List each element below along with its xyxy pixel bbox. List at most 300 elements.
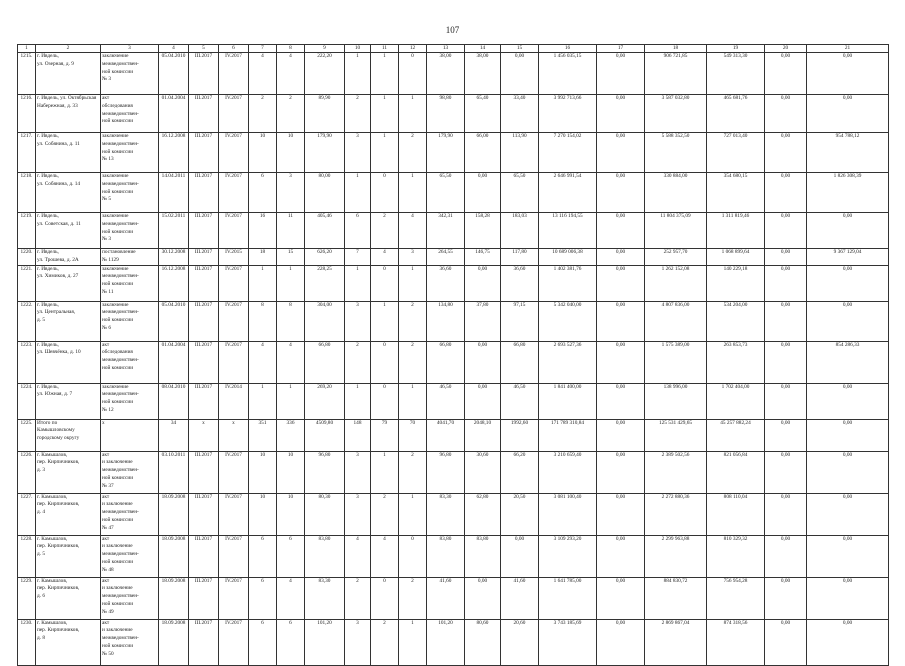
table-cell: 2048,10: [465, 419, 501, 451]
table-cell: 0,00: [807, 535, 889, 577]
table-cell: 4: [277, 53, 305, 95]
table-cell: 1226.: [18, 451, 36, 493]
table-cell: 874 318,56: [707, 619, 765, 665]
table-cell: 0: [371, 173, 399, 213]
table-cell: 1 841 400,00: [539, 383, 597, 419]
table-cell: IV.2017: [219, 493, 249, 535]
table-cell: 2: [371, 619, 399, 665]
table-cell: 7 270 154,02: [539, 133, 597, 173]
table-cell: 70: [399, 419, 427, 451]
table-cell: 351: [249, 419, 277, 451]
table-cell: 0,00: [597, 301, 645, 341]
table-cell: 0,00: [765, 341, 807, 383]
table-cell: III.2017: [189, 383, 219, 419]
column-number: 17: [597, 45, 645, 53]
table-cell: 6: [277, 619, 305, 665]
table-cell: 336: [277, 419, 305, 451]
column-number: 7: [249, 45, 277, 53]
column-number: 12: [399, 45, 427, 53]
table-cell: 0,00: [765, 419, 807, 451]
table-cell: 4: [277, 577, 305, 619]
table-cell: 1: [249, 265, 277, 301]
table-cell: г. Ивдель, ул. Трошева, д. 2А: [36, 249, 101, 266]
table-cell: 45 257 882,24: [707, 419, 765, 451]
table-cell: 66,00: [465, 133, 501, 173]
table-cell: 854 286,33: [807, 341, 889, 383]
table-cell: 1219.: [18, 213, 36, 249]
table-cell: 3 587 032,80: [645, 95, 707, 133]
table-cell: 3: [277, 173, 305, 213]
table-cell: 0,00: [765, 383, 807, 419]
table-cell: 41,60: [501, 577, 539, 619]
table-cell: IV.2017: [219, 341, 249, 383]
table-cell: 11 804 375,09: [645, 213, 707, 249]
table-cell: 884 830,72: [645, 577, 707, 619]
table-cell: 1218.: [18, 173, 36, 213]
table-cell: 2 272 880,36: [645, 493, 707, 535]
table-cell: 46,50: [501, 383, 539, 419]
table-cell: 2 299 963,88: [645, 535, 707, 577]
table-cell: 16.12.2008: [159, 133, 189, 173]
table-cell: 0,00: [765, 249, 807, 266]
table-cell: 1: [345, 173, 371, 213]
table-cell: IV.2017: [219, 95, 249, 133]
table-cell: 0,00: [501, 535, 539, 577]
column-number: 13: [427, 45, 465, 53]
column-number: 21: [807, 45, 889, 53]
table-cell: 1: [277, 265, 305, 301]
table-cell: 1221.: [18, 265, 36, 301]
table-cell: 125 531 429,65: [645, 419, 707, 451]
column-number: 9: [305, 45, 345, 53]
table-cell: 0,00: [465, 265, 501, 301]
column-number-row: [18, 45, 889, 53]
table-cell: 3: [345, 451, 371, 493]
table-cell: 0,00: [765, 451, 807, 493]
table-cell: 1: [371, 301, 399, 341]
table-cell: 0,00: [765, 173, 807, 213]
table-cell: 66,80: [305, 341, 345, 383]
table-cell: 6: [249, 535, 277, 577]
table-cell: 01.04.2004: [159, 341, 189, 383]
table-cell: 1229.: [18, 577, 36, 619]
table-cell: 0,00: [597, 493, 645, 535]
table-cell: 0,00: [807, 577, 889, 619]
table-cell: 3: [345, 619, 371, 665]
table-cell: 1: [345, 265, 371, 301]
table-cell: 80,30: [305, 493, 345, 535]
column-number: 19: [707, 45, 765, 53]
table-cell: 83,80: [465, 535, 501, 577]
table-cell: 80,60: [465, 619, 501, 665]
table-cell: 6: [277, 535, 305, 577]
table-cell: 0,00: [597, 95, 645, 133]
table-cell: III.2017: [189, 451, 219, 493]
table-cell: 0,00: [597, 451, 645, 493]
table-cell: г. Камышлов, пер. Кирпичников, д. 3: [36, 451, 101, 493]
table-cell: 0,00: [465, 173, 501, 213]
table-cell: 1: [399, 619, 427, 665]
table-cell: 0,00: [597, 133, 645, 173]
table-cell: 1 456 035,15: [539, 53, 597, 95]
table-cell: 18.09.2008: [159, 577, 189, 619]
column-number: 5: [189, 45, 219, 53]
table-cell: 2 869 867,04: [645, 619, 707, 665]
table-cell: 1227.: [18, 493, 36, 535]
table-cell: 171 789 310,84: [539, 419, 597, 451]
table-cell: 2: [345, 341, 371, 383]
table-row: [18, 451, 889, 493]
table-cell: 98,80: [427, 95, 465, 133]
table-cell: 0,00: [807, 265, 889, 301]
table-cell: 83,30: [427, 493, 465, 535]
table-cell: 15: [277, 249, 305, 266]
table-cell: акт и заключение межведомствен- ной комиссии № 47: [101, 493, 159, 535]
table-cell: 0,00: [807, 619, 889, 665]
table-cell: 1 575 389,00: [645, 341, 707, 383]
table-cell: 0,00: [765, 265, 807, 301]
table-cell: 0,00: [807, 493, 889, 535]
table-cell: 808 110,04: [707, 493, 765, 535]
table-cell: 117,80: [501, 249, 539, 266]
table-cell: 18.09.2008: [159, 493, 189, 535]
table-cell: 01.04.2004: [159, 95, 189, 133]
table-cell: 0,00: [765, 95, 807, 133]
table-row: [18, 619, 889, 665]
table-cell: 2: [399, 301, 427, 341]
table-cell: 304,00: [305, 301, 345, 341]
table-cell: x: [219, 419, 249, 451]
table-cell: 0,00: [765, 577, 807, 619]
table-cell: 0,00: [465, 383, 501, 419]
column-number: 3: [101, 45, 159, 53]
table-cell: 18.09.2008: [159, 535, 189, 577]
table-cell: 1228.: [18, 535, 36, 577]
table-cell: III.2017: [189, 213, 219, 249]
table-cell: г. Камышлов, пер. Кирпичников, д. 6: [36, 577, 101, 619]
table-cell: 2: [249, 95, 277, 133]
table-cell: заключение межведомствен- ной комиссии № 6: [101, 301, 159, 341]
table-cell: г. Ивдель, ул. Шевчёнка, д. 10: [36, 341, 101, 383]
table-row: [18, 95, 889, 133]
table-cell: 354 680,15: [707, 173, 765, 213]
table-cell: IV.2014: [219, 383, 249, 419]
table-cell: 18.09.2008: [159, 619, 189, 665]
table-cell: 65,50: [501, 173, 539, 213]
table-cell: 2: [399, 133, 427, 173]
table-cell: IV.2015: [219, 249, 249, 266]
table-cell: 0,00: [807, 301, 889, 341]
table-row: [18, 53, 889, 95]
table-cell: 6: [249, 619, 277, 665]
table-cell: 626,20: [305, 249, 345, 266]
table-cell: 2: [399, 341, 427, 383]
table-cell: 66,80: [427, 341, 465, 383]
table-cell: 138 996,00: [645, 383, 707, 419]
table-cell: 4041,70: [427, 419, 465, 451]
table-cell: 4: [345, 535, 371, 577]
table-cell: 4: [399, 213, 427, 249]
table-cell: 18: [249, 249, 277, 266]
table-cell: 1 311 819,46: [707, 213, 765, 249]
table-cell: 10: [277, 493, 305, 535]
table-cell: 2 646 991,54: [539, 173, 597, 213]
table-cell: 4: [277, 341, 305, 383]
table-cell: 1: [371, 133, 399, 173]
table-cell: заключение межведомствен- ной комиссии № 11: [101, 265, 159, 301]
table-cell: 0: [399, 535, 427, 577]
table-row: [18, 341, 889, 383]
table-cell: 1: [345, 383, 371, 419]
table-cell: 79: [371, 419, 399, 451]
table-cell: x: [189, 419, 219, 451]
table-cell: 38,00: [427, 53, 465, 95]
table-cell: 05.04.2010: [159, 301, 189, 341]
table-cell: 1 702 404,00: [707, 383, 765, 419]
table-cell: 4: [249, 53, 277, 95]
table-cell: постановление № 1129: [101, 249, 159, 266]
column-number: 18: [645, 45, 707, 53]
table-cell: 1215.: [18, 53, 36, 95]
table-cell: 101,20: [427, 619, 465, 665]
table-cell: заключение межведомствен- ной комиссии № 13: [101, 133, 159, 173]
table-cell: 810 329,32: [707, 535, 765, 577]
column-number: 2: [36, 45, 101, 53]
table-cell: 549 313,30: [707, 53, 765, 95]
table-cell: 3 081 100,40: [539, 493, 597, 535]
table-cell: 11: [277, 213, 305, 249]
table-cell: 0,00: [597, 383, 645, 419]
table-cell: 0,00: [807, 451, 889, 493]
table-cell: заключение межведомствен- ной комиссии № 5: [101, 173, 159, 213]
table-cell: IV.2017: [219, 451, 249, 493]
table-cell: 101,20: [305, 619, 345, 665]
table-row: [18, 213, 889, 249]
table-cell: III.2017: [189, 577, 219, 619]
table-cell: 0,00: [597, 577, 645, 619]
table-cell: 66,80: [501, 341, 539, 383]
table-cell: 0: [371, 383, 399, 419]
table-cell: 30.12.2008: [159, 249, 189, 266]
table-cell: 534 204,00: [707, 301, 765, 341]
table-cell: 1216.: [18, 95, 36, 133]
table-cell: 10 689 006,38: [539, 249, 597, 266]
table-cell: 3 743 185,69: [539, 619, 597, 665]
table-cell: III.2017: [189, 493, 219, 535]
table-cell: 727 013,40: [707, 133, 765, 173]
table-cell: IV.2017: [219, 173, 249, 213]
table-cell: 0,00: [597, 341, 645, 383]
table-cell: 1 402 381,76: [539, 265, 597, 301]
table-cell: акт и заключение межведомствен- ной комиссии № 48: [101, 535, 159, 577]
table-row: [18, 419, 889, 451]
table-row: [18, 535, 889, 577]
table-row: [18, 133, 889, 173]
table-cell: 80,00: [305, 173, 345, 213]
table-cell: 0,00: [597, 213, 645, 249]
table-cell: г. Ивдель, ул. Октябрьская Набережная, д. 33: [36, 95, 101, 133]
table-cell: 146,75: [465, 249, 501, 266]
table-row: [18, 577, 889, 619]
table-cell: 38,00: [465, 53, 501, 95]
table-cell: 15.02.2011: [159, 213, 189, 249]
table-cell: 89,90: [305, 95, 345, 133]
table-cell: 0,00: [465, 341, 501, 383]
table-cell: 1230.: [18, 619, 36, 665]
table-cell: 4 807 836,00: [645, 301, 707, 341]
table-cell: 1 068 899,64: [707, 249, 765, 266]
table-cell: 0: [371, 341, 399, 383]
table-cell: 0,00: [765, 133, 807, 173]
table-cell: 83,80: [305, 535, 345, 577]
table-cell: 0,00: [765, 301, 807, 341]
table-cell: 1: [371, 95, 399, 133]
table-cell: г. Камышлов, пер. Кирпичников, д. 5: [36, 535, 101, 577]
table-cell: 1: [399, 95, 427, 133]
table-cell: 1: [399, 493, 427, 535]
table-cell: 10: [277, 451, 305, 493]
table-cell: 3: [345, 133, 371, 173]
table-cell: 0,00: [807, 95, 889, 133]
table-cell: 20,50: [501, 493, 539, 535]
table-cell: Итого по Камышловскому городскому округу: [36, 419, 101, 451]
table-cell: 0,00: [765, 213, 807, 249]
column-number: 6: [219, 45, 249, 53]
table-cell: 0,00: [765, 493, 807, 535]
table-cell: 0: [399, 53, 427, 95]
table-cell: 0: [371, 577, 399, 619]
table-cell: 65,50: [427, 173, 465, 213]
table-cell: 97,15: [501, 301, 539, 341]
table-cell: III.2017: [189, 619, 219, 665]
column-number: 10: [345, 45, 371, 53]
table-cell: 0,00: [765, 619, 807, 665]
table-cell: 2: [345, 577, 371, 619]
table-cell: 3 109 293,20: [539, 535, 597, 577]
table-cell: 0,00: [765, 535, 807, 577]
column-number: 4: [159, 45, 189, 53]
housing-register-table: [17, 44, 889, 666]
table-cell: 4: [371, 535, 399, 577]
table-cell: 1: [399, 173, 427, 213]
table-cell: г. Ивдель, ул. Собянина, д. 11: [36, 133, 101, 173]
table-cell: 2: [277, 95, 305, 133]
table-row: [18, 301, 889, 341]
table-cell: 10: [249, 493, 277, 535]
table-cell: 342,31: [427, 213, 465, 249]
table-cell: 33,40: [501, 95, 539, 133]
table-cell: 3 210 659,40: [539, 451, 597, 493]
table-cell: 0,00: [807, 419, 889, 451]
table-cell: 3: [345, 493, 371, 535]
table-cell: 1222.: [18, 301, 36, 341]
table-cell: 0,00: [765, 53, 807, 95]
table-cell: акт обследования межведомствен- ной комиссии: [101, 341, 159, 383]
table-cell: 756 954,28: [707, 577, 765, 619]
table-cell: III.2017: [189, 133, 219, 173]
table-cell: III.2017: [189, 249, 219, 266]
table-cell: IV.2017: [219, 53, 249, 95]
table-cell: 0,00: [597, 173, 645, 213]
table-cell: г. Камышлов, пер. Кирпичников, д. 8: [36, 619, 101, 665]
table-body: [18, 45, 889, 666]
table-cell: 158,28: [465, 213, 501, 249]
table-cell: 1: [399, 265, 427, 301]
table-cell: 2 389 502,56: [645, 451, 707, 493]
table-cell: 10: [277, 133, 305, 173]
table-cell: IV.2017: [219, 213, 249, 249]
column-number: 20: [765, 45, 807, 53]
table-cell: 2: [371, 213, 399, 249]
table-cell: 0,00: [597, 535, 645, 577]
table-cell: акт и заключение межведомствен- ной комиссии № 37: [101, 451, 159, 493]
table-cell: г. Ивдель, ул. Химиков, д. 27: [36, 265, 101, 301]
table-cell: 179,90: [427, 133, 465, 173]
table-cell: заключение межведомствен- ной комиссии № 12: [101, 383, 159, 419]
table-cell: 1 641 785,00: [539, 577, 597, 619]
table-cell: 41,60: [427, 577, 465, 619]
table-cell: акт обследования межведомствен- ной комиссии: [101, 95, 159, 133]
table-cell: 6: [345, 213, 371, 249]
table-cell: 10: [249, 451, 277, 493]
table-cell: 222,20: [305, 53, 345, 95]
table-cell: III.2017: [189, 95, 219, 133]
column-number: 15: [501, 45, 539, 53]
table-cell: заключение межведомствен- ной комиссии № 3: [101, 213, 159, 249]
table-cell: 4: [249, 341, 277, 383]
table-cell: г. Ивдель, ул. Южная, д. 7: [36, 383, 101, 419]
table-cell: 1992,60: [501, 419, 539, 451]
table-cell: 183,03: [501, 213, 539, 249]
table-cell: 263 853,73: [707, 341, 765, 383]
table-cell: 0: [371, 265, 399, 301]
table-cell: 140 229,18: [707, 265, 765, 301]
table-cell: 4509,80: [305, 419, 345, 451]
table-cell: 134,80: [427, 301, 465, 341]
table-cell: 16: [249, 213, 277, 249]
table-cell: III.2017: [189, 301, 219, 341]
table-cell: 03.10.2011: [159, 451, 189, 493]
table-cell: 1: [345, 53, 371, 95]
table-cell: 1 262 152,08: [645, 265, 707, 301]
table-cell: 954 788,12: [807, 133, 889, 173]
page-number: 107: [445, 25, 460, 35]
table-cell: 5 588 352,50: [645, 133, 707, 173]
table-row: [18, 265, 889, 301]
table-cell: 0,00: [807, 383, 889, 419]
table-cell: 1: [399, 383, 427, 419]
table-cell: 6: [249, 173, 277, 213]
table-cell: 4: [371, 249, 399, 266]
table-cell: 9 367 129,04: [807, 249, 889, 266]
table-cell: 96,80: [305, 451, 345, 493]
table-cell: III.2017: [189, 53, 219, 95]
table-cell: 465 681,76: [707, 95, 765, 133]
table-cell: 264,55: [427, 249, 465, 266]
column-number: 14: [465, 45, 501, 53]
table-cell: III.2017: [189, 173, 219, 213]
table-cell: 0,00: [597, 265, 645, 301]
table-cell: 08.04.2010: [159, 383, 189, 419]
table-cell: 0,00: [597, 419, 645, 451]
table-cell: 83,30: [305, 577, 345, 619]
table-cell: г. Ивдель, ул. Центральная, д. 5: [36, 301, 101, 341]
table-cell: 0,00: [501, 53, 539, 95]
table-cell: IV.2017: [219, 577, 249, 619]
table-cell: 62,80: [465, 493, 501, 535]
table-cell: 7: [345, 249, 371, 266]
column-number: 8: [277, 45, 305, 53]
